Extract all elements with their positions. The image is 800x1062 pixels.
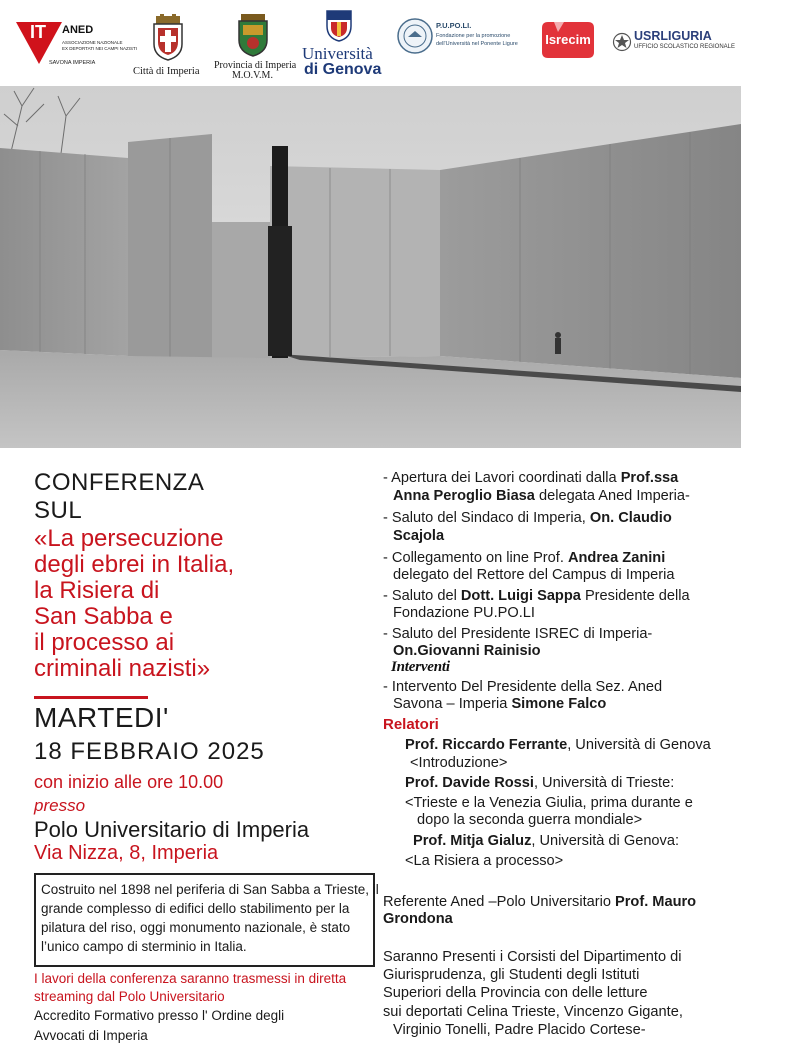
- aned-logo: [16, 20, 138, 70]
- history-line-1: Costruito nel 1898 nel periferia di San Sabba a Trieste, il: [41, 882, 379, 897]
- sappa-role: Presidente della: [580, 588, 690, 604]
- apertura-text: - Apertura dei Lavori coordinati dalla: [383, 470, 621, 486]
- title-line-6: criminali nazisti»: [34, 655, 211, 682]
- relatore-rossi: [405, 775, 674, 792]
- isrecim-logo: [540, 20, 596, 60]
- ferrante-topic: <Introduzione>: [410, 755, 508, 771]
- event-time: con inizio alle ore 10.00: [34, 772, 224, 792]
- title-line-5: il processo ai: [34, 629, 175, 656]
- gialuz-topic: <La Risiera a processo>: [405, 853, 564, 869]
- risiera-photo-drawing: [0, 86, 741, 448]
- aned-sub2: EX DEPORTATI NEI CAMPI NAZISTI: [62, 46, 138, 51]
- program-item-isrec: - Saluto del Presidente ISREC di Imperia-: [383, 626, 653, 642]
- relatori-heading: Relatori: [383, 716, 439, 733]
- citta-label: Città di Imperia: [133, 66, 200, 77]
- title-line-3: la Risiera di: [34, 577, 160, 604]
- heading-conferenza: CONFERENZA: [34, 469, 205, 496]
- aned-place: SAVONA IMPERIA: [49, 60, 96, 66]
- program: [383, 470, 783, 1060]
- referente-name-1: Prof. Mauro: [615, 894, 697, 910]
- program-item-apertura-2: [393, 488, 690, 505]
- red-divider: [34, 696, 148, 699]
- usr-label: USRLIGURIA: [634, 29, 712, 43]
- referente-name-2: Grondona: [383, 911, 453, 927]
- apertura-role: delegata Aned Imperia-: [534, 488, 690, 504]
- unige-label2: di Genova: [304, 61, 382, 78]
- apertura-prof: Prof.ssa: [620, 470, 679, 486]
- program-item-apertura: [383, 470, 678, 487]
- event-date: 18 FEBBRAIO 2025: [34, 738, 265, 765]
- collegamento-role: delegato del Rettore del Campus di Imperia: [393, 567, 675, 583]
- risiera-photo: [0, 86, 741, 448]
- title-line-1: «La persecuzione: [34, 525, 224, 552]
- heading-sul: SUL: [34, 497, 83, 524]
- rossi-topic-2: dopo la seconda guerra mondiale>: [417, 812, 643, 828]
- pupoli-sub2: dell'Università nel Ponente Ligure: [436, 41, 518, 47]
- conference-title: [34, 526, 354, 682]
- sappa-role-2: Fondazione PU.PO.LI: [393, 605, 535, 621]
- aned-sub1: ASSOCIAZIONE NAZIONALE: [62, 40, 123, 45]
- history-line-4: l’unico campo di sterminio in Italia.: [41, 939, 247, 954]
- sappa-name: Dott. Luigi Sappa: [460, 588, 581, 604]
- provincia-label2: M.O.V.M.: [232, 70, 273, 81]
- isrec-name: On.Giovanni Rainisio: [393, 643, 541, 659]
- program-item-sindaco: [383, 510, 672, 527]
- venue-name: Polo Universitario di Imperia: [34, 817, 310, 842]
- presenti-line-5: Virginio Tonelli, Padre Placido Cortese-: [393, 1022, 646, 1038]
- gialuz-affiliation: , Università di Genova:: [531, 833, 680, 849]
- intervento-name: Simone Falco: [511, 696, 607, 712]
- pupoli-emblem-icon: [396, 17, 434, 55]
- ferrante-affiliation: , Università di Genova: [567, 737, 711, 753]
- presenti-line-2: Giurisprudenza, gli Studenti degli Istituti: [383, 967, 640, 983]
- sindaco-name-1: On. Claudio: [589, 510, 672, 526]
- citta-crest-icon: [150, 14, 186, 62]
- history-line-2: grande complesso di edifici dello stabilimento per la: [41, 901, 350, 916]
- aned-name: ANED: [62, 24, 94, 36]
- title-line-2: degli ebrei in Italia,: [34, 551, 235, 578]
- aned-big-letters: IT: [30, 22, 46, 42]
- presenti-line-3: Superiori della Provincia con delle letture: [383, 985, 648, 1001]
- referente-text: Referente Aned –Polo Universitario: [383, 894, 616, 910]
- sindaco-text: - Saluto del Sindaco di Imperia,: [383, 510, 590, 526]
- pupoli-sub1: Fondazione per la promozione: [436, 33, 511, 39]
- event-day: MARTEDI': [34, 702, 169, 733]
- unige-label1: Università: [302, 44, 373, 63]
- provincia-label1: Provincia di Imperia: [214, 60, 297, 71]
- presenti-line-4: sui deportati Celina Trieste, Vincenzo Gigante,: [383, 1004, 683, 1020]
- rossi-affiliation: , Università di Trieste:: [533, 775, 675, 791]
- ferrante-name: Prof. Riccardo Ferrante: [405, 737, 568, 753]
- unige-shield-icon: [326, 10, 352, 42]
- interventi-heading: Interventi: [391, 659, 450, 675]
- presso-label: presso: [34, 796, 86, 815]
- presenti-line-1: Saranno Presenti i Corsisti del Dipartimento di: [383, 949, 682, 965]
- intervento-line-2: [393, 696, 606, 713]
- history-line-3: pilatura del riso, oggi monumento nazionale, è stato: [41, 920, 351, 935]
- usr-emblem-icon: [612, 32, 632, 52]
- sappa-text: - Saluto del: [383, 588, 461, 604]
- title-line-4: San Sabba e: [34, 603, 173, 630]
- provincia-crest-icon: [235, 14, 271, 58]
- logo-strip: [0, 0, 800, 86]
- relatore-gialuz: [413, 833, 679, 850]
- streaming-line-2: streaming dal Polo Universitario: [34, 989, 225, 1004]
- program-item-collegamento: [383, 550, 665, 567]
- collegamento-text: - Collegamento on line Prof.: [383, 550, 568, 566]
- accredito-line-1: Accredito Formativo presso l' Ordine degli: [34, 1008, 285, 1023]
- relatore-ferrante: [405, 737, 711, 754]
- referente-line-1: [383, 894, 696, 911]
- pupoli-title: P.U.PO.LI.: [436, 21, 472, 30]
- usr-sub: UFFICIO SCOLASTICO REGIONALE: [634, 44, 736, 50]
- apertura-name: Anna Peroglio Biasa: [393, 488, 535, 504]
- accredito-line-2: Avvocati di Imperia: [34, 1028, 148, 1043]
- gialuz-name: Prof. Mitja Gialuz: [413, 833, 532, 849]
- program-item-intervento: - Intervento Del Presidente della Sez. Aned: [383, 679, 663, 695]
- streaming-line-1: I lavori della conferenza saranno trasmessi in diretta: [34, 971, 347, 986]
- intervento-place: Savona – Imperia: [393, 696, 512, 712]
- rossi-name: Prof. Davide Rossi: [405, 775, 534, 791]
- sindaco-name-2: Scajola: [393, 528, 445, 544]
- venue-address: Via Nizza, 8, Imperia: [34, 842, 219, 864]
- program-item-sappa: [383, 588, 690, 605]
- collegamento-name: Andrea Zanini: [567, 550, 666, 566]
- history-box: [34, 873, 379, 967]
- isrecim-label: Isrecim: [545, 32, 591, 47]
- rossi-topic-1: <Trieste e la Venezia Giulia, prima durante e: [405, 795, 693, 811]
